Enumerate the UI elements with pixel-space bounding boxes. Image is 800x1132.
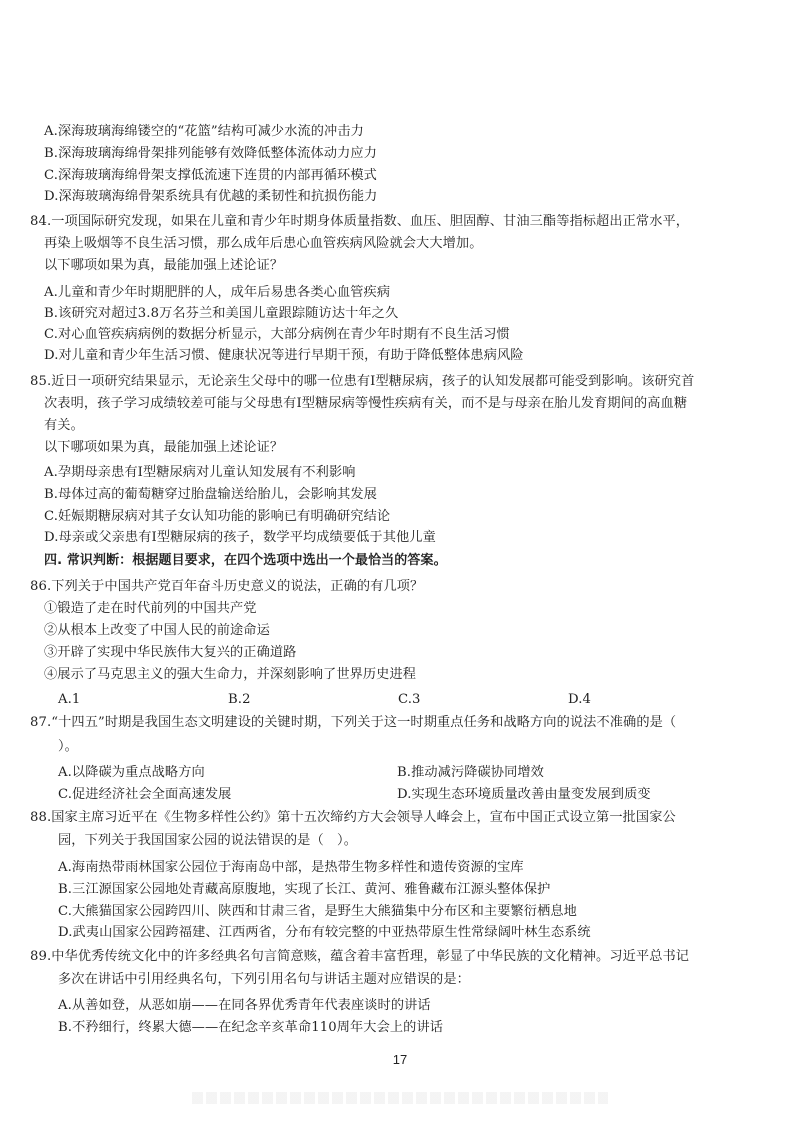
q86-option-a: A.1 — [58, 692, 81, 707]
q84-option-c: C.对心血管疾病病例的数据分析显示，大部分病例在青少年时期有不良生活习惯 — [44, 327, 510, 342]
q89-option-a: A.从善如登，从恶如崩——在同各界优秀青年代表座谈时的讲话 — [58, 998, 431, 1013]
q86-stem: 86.下列关于中国共产党百年奋斗历史意义的说法，正确的有几项？ — [30, 579, 424, 594]
q84-stem-line1: 84.一项国际研究发现，如果在儿童和青少年时期身体质量指数、血压、胆固醇、甘油三酯等指标超出正常水平， — [30, 214, 690, 229]
q84-option-b: B.该研究对超过3.8万名芬兰和美国儿童跟踪随访达十年之久 — [44, 306, 399, 321]
q88-stem-line1: 88.国家主席习近平在《生物多样性公约》第十五次缔约方大会领导人峰会上，宣布中国正式设立第一批国家公 — [30, 810, 676, 825]
footer-watermark — [192, 1092, 608, 1104]
q86-option-d: D.4 — [568, 692, 591, 707]
q84-option-a: A.儿童和青少年时期肥胖的人，成年后易患各类心血管疾病 — [44, 285, 391, 300]
q85-stem-line3: 有关。 — [44, 418, 84, 433]
q83-option-d: D.深海玻璃海绵骨架系统具有优越的柔韧性和抗损伤能力 — [44, 189, 378, 204]
q87-option-b: B.推动减污降碳协同增效 — [397, 765, 544, 780]
q85-stem-line2: 次表明，孩子学习成绩较差可能与父母患有I型糖尿病等慢性疾病有关，而不是与母亲在胎儿发育期间的高血糖 — [44, 396, 688, 411]
q85-option-b: B.母体过高的葡萄糖穿过胎盘输送给胎儿，会影响其发展 — [44, 487, 377, 502]
q89-stem-line2: 多次在讲话中引用经典名句，下列引用名句与讲话主题对应错误的是： — [58, 972, 470, 987]
q83-option-a: A.深海玻璃海绵镂空的“花篮”结构可减少水流的冲击力 — [44, 124, 364, 139]
q88-option-c: C.大熊猫国家公园跨四川、陕西和甘肃三省，是野生大熊猫集中分布区和主要繁衍栖息地 — [58, 904, 577, 919]
q86-option-b: B.2 — [228, 692, 251, 707]
q88-option-d: D.武夷山国家公园跨福建、江西两省，分布有较完整的中亚热带原生性常绿阔叶林生态系统 — [58, 925, 591, 940]
q86-item-3: ③开辟了实现中华民族伟大复兴的正确道路 — [44, 645, 297, 660]
q87-option-c: C.促进经济社会全面高速发展 — [58, 787, 232, 802]
q87-stem-line1: 87.“十四五”时期是我国生态文明建设的关键时期，下列关于这一时期重点任务和战略方向的说法不准确的是（ — [30, 715, 677, 730]
q85-prompt: 以下哪项如果为真，最能加强上述论证？ — [44, 440, 284, 455]
q86-item-4: ④展示了马克思主义的强大生命力，并深刻影响了世界历史进程 — [44, 667, 417, 682]
q84-prompt: 以下哪项如果为真，最能加强上述论证？ — [44, 258, 284, 273]
q84-stem-line2: 再染上吸烟等不良生活习惯，那么成年后患心血管疾病风险就会大大增加。 — [44, 236, 483, 251]
section-heading: 四. 常识判断：根据题目要求，在四个选项中选出一个最恰当的答案。 — [44, 553, 447, 568]
q84-option-d: D.对儿童和青少年生活习惯、健康状况等进行早期干预，有助于降低整体患病风险 — [44, 348, 524, 363]
q85-option-a: A.孕期母亲患有I型糖尿病对儿童认知发展有不利影响 — [44, 465, 356, 480]
q86-item-2: ②从根本上改变了中国人民的前途命运 — [44, 623, 270, 638]
q85-stem-line1: 85.近日一项研究结果显示，无论亲生父母中的哪一位患有I型糖尿病，孩子的认知发展都可能受到影响。该研究首 — [30, 374, 695, 389]
q88-stem-line2: 园，下列关于我国国家公园的说法错误的是（ ）。 — [58, 833, 358, 848]
q89-stem-line1: 89.中华优秀传统文化中的许多经典名句言简意赅，蕴含着丰富哲理，彰显了中华民族的文化精神。习近平总书记 — [30, 949, 690, 964]
q87-stem-line2: ）。 — [58, 739, 78, 754]
q89-option-b: B.不矜细行，终累大德——在纪念辛亥革命110周年大会上的讲话 — [58, 1020, 444, 1035]
page-number: 17 — [392, 1052, 408, 1067]
q87-option-a: A.以降碳为重点战略方向 — [58, 765, 205, 780]
q85-option-c: C.妊娠期糖尿病对其子女认知功能的影响已有明确研究结论 — [44, 509, 391, 524]
q86-item-1: ①锻造了走在时代前列的中国共产党 — [44, 601, 257, 616]
q86-option-c: C.3 — [398, 692, 421, 707]
q88-option-b: B.三江源国家公园地处青藏高原腹地，实现了长江、黄河、雅鲁藏布江源头整体保护 — [58, 882, 551, 897]
q87-option-d: D.实现生态环境质量改善由量变发展到质变 — [397, 787, 651, 802]
q83-option-b: B.深海玻璃海绵骨架排列能够有效降低整体流体动力应力 — [44, 146, 377, 161]
q85-option-d: D.母亲或父亲患有I型糖尿病的孩子，数学平均成绩要低于其他儿童 — [44, 530, 436, 545]
q83-option-c: C.深海玻璃海绵骨架支撑低流速下连贯的内部再循环模式 — [44, 168, 377, 183]
q88-option-a: A.海南热带雨林国家公园位于海南岛中部，是热带生物多样性和遗传资源的宝库 — [58, 860, 524, 875]
